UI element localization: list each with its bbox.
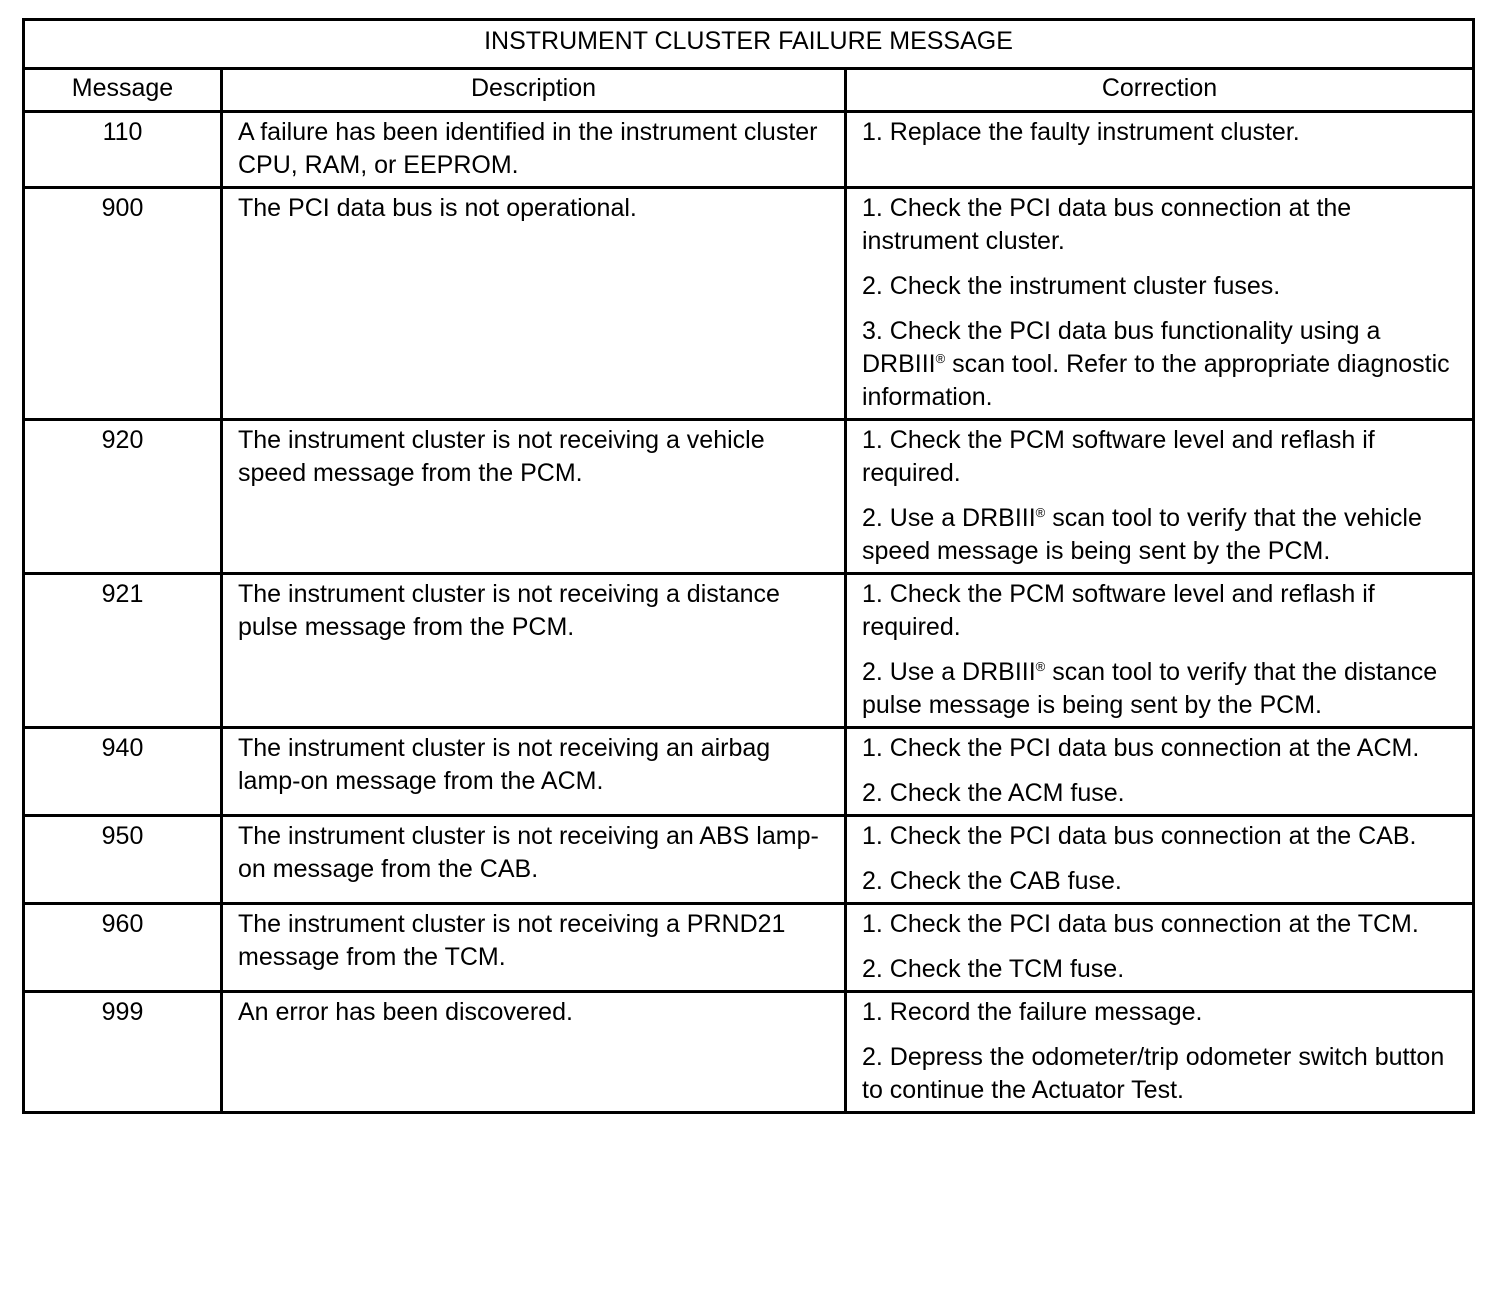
correction-step: 1. Check the PCM software level and reflash if required. <box>862 426 1375 487</box>
correction-cell <box>846 188 1474 420</box>
correction-step: 1. Check the PCM software level and reflash if required. <box>862 580 1375 641</box>
correction-cell <box>846 574 1474 728</box>
message-code: 940 <box>24 728 222 816</box>
correction-cell <box>846 904 1474 992</box>
correction-step: 3. Check the PCI data bus functionality using a DRBIII® scan tool. Refer to the appropriate diagnostic information. <box>862 317 1450 411</box>
correction-step: 1. Check the PCI data bus connection at the TCM. <box>862 910 1419 938</box>
correction-step: 1. Replace the faulty instrument cluster. <box>862 118 1300 146</box>
message-code: 920 <box>24 420 222 574</box>
message-description: The instrument cluster is not receiving a distance pulse message from the PCM. <box>222 574 846 728</box>
correction-cell <box>846 992 1474 1113</box>
table-row <box>24 574 1474 728</box>
correction-step: 1. Check the PCI data bus connection at the CAB. <box>862 822 1417 850</box>
correction-cell <box>846 728 1474 816</box>
table-row <box>24 816 1474 904</box>
correction-step: 2. Check the CAB fuse. <box>862 867 1122 895</box>
table-row <box>24 112 1474 188</box>
message-description: The instrument cluster is not receiving an ABS lamp-on message from the CAB. <box>222 816 846 904</box>
message-code: 900 <box>24 188 222 420</box>
correction-step: 1. Record the failure message. <box>862 998 1203 1026</box>
correction-step: 2. Check the instrument cluster fuses. <box>862 272 1281 300</box>
correction-step: 2. Use a DRBIII® scan tool to verify that the distance pulse message is being sent by the PCM. <box>862 658 1438 719</box>
message-code: 960 <box>24 904 222 992</box>
column-header-description: Description <box>222 69 846 112</box>
message-description: An error has been discovered. <box>222 992 846 1113</box>
table-body <box>24 112 1474 1113</box>
correction-step: 1. Check the PCI data bus connection at the instrument cluster. <box>862 194 1352 255</box>
column-header-correction: Correction <box>846 69 1474 112</box>
table-row <box>24 904 1474 992</box>
table-row <box>24 188 1474 420</box>
table-title: INSTRUMENT CLUSTER FAILURE MESSAGE <box>24 20 1474 69</box>
message-code: 950 <box>24 816 222 904</box>
table-row <box>24 728 1474 816</box>
message-description: The PCI data bus is not operational. <box>222 188 846 420</box>
message-code: 999 <box>24 992 222 1113</box>
correction-step: 2. Check the ACM fuse. <box>862 779 1125 807</box>
table-title-row <box>24 20 1474 69</box>
correction-cell <box>846 112 1474 188</box>
message-description: The instrument cluster is not receiving a PRND21 message from the TCM. <box>222 904 846 992</box>
column-header-message: Message <box>24 69 222 112</box>
message-description: The instrument cluster is not receiving a vehicle speed message from the PCM. <box>222 420 846 574</box>
failure-message-table <box>22 18 1475 1114</box>
table-header-row <box>24 69 1474 112</box>
correction-cell <box>846 420 1474 574</box>
correction-step: 2. Use a DRBIII® scan tool to verify that the vehicle speed message is being sent by the PCM. <box>862 504 1422 565</box>
message-code: 921 <box>24 574 222 728</box>
correction-step: 2. Check the TCM fuse. <box>862 955 1125 983</box>
correction-step: 1. Check the PCI data bus connection at the ACM. <box>862 734 1420 762</box>
correction-cell <box>846 816 1474 904</box>
message-description: The instrument cluster is not receiving an airbag lamp-on message from the ACM. <box>222 728 846 816</box>
correction-step: 2. Depress the odometer/trip odometer switch button to continue the Actuator Test. <box>862 1043 1445 1104</box>
message-description: A failure has been identified in the instrument cluster CPU, RAM, or EEPROM. <box>222 112 846 188</box>
table-row <box>24 992 1474 1113</box>
message-code: 110 <box>24 112 222 188</box>
table-row <box>24 420 1474 574</box>
